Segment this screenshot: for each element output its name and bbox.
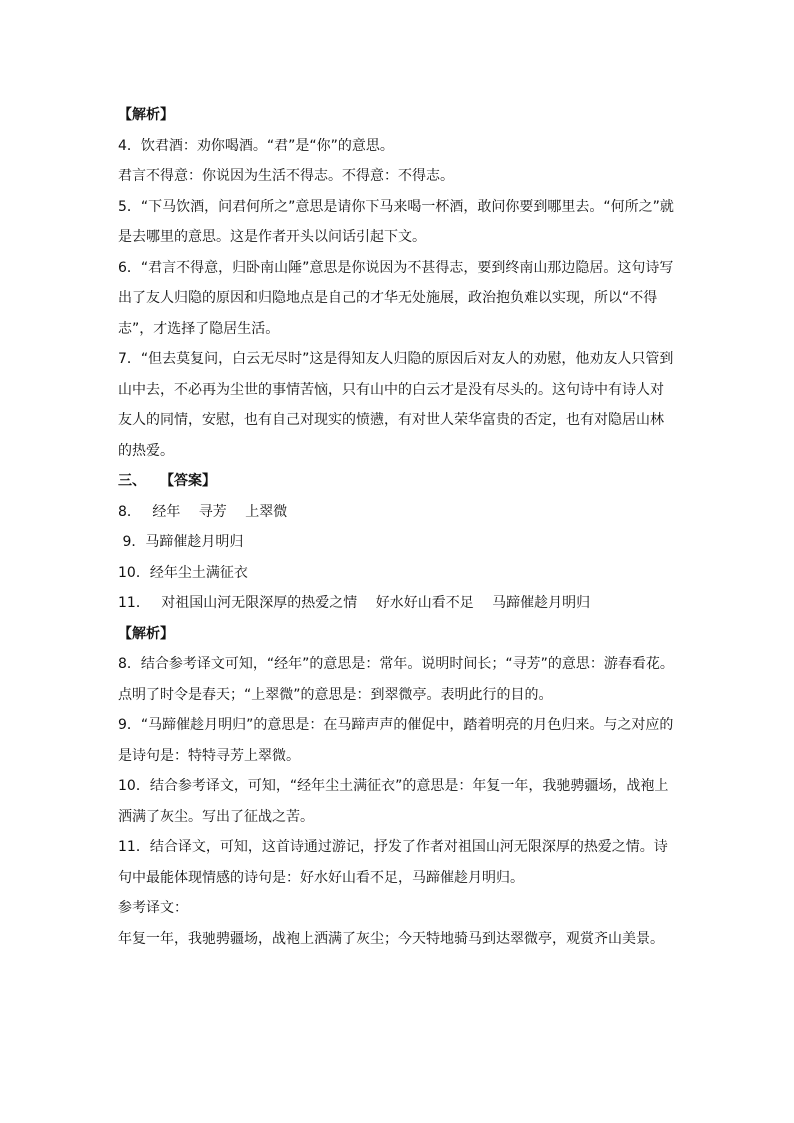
text-line: 君言不得意：你说因为生活不得志。不得意：不得志。 [118,168,454,184]
answer-line-8: 8． 经年 寻芳 上翠微 [118,503,288,520]
text-line: 4．饮君酒：劝你喝酒。“君”是“你”的意思。 [118,137,394,154]
section-heading-analysis-2: 【解析】 [118,625,174,642]
section-heading-answer: 三、 【答案】 [118,473,216,489]
text-line: 句中最能体现情感的诗句是：好水好山看不足，马蹄催趁月明归。 [118,869,524,886]
text-line: 友人的同情，安慰，也有自己对现实的愤懑，有对世人荣华富贵的否定，也有对隐居山林 [118,412,664,428]
text-line: 出了友人归隐的原因和归隐地点是自己的才华无处施展，政治抱负难以实现，所以“不得 [118,290,658,306]
text-line: 山中去，不必再为尘世的事情苦恼，只有山中的白云才是没有尽头的。这句诗中有诗人对 [118,381,664,398]
text-line: 的热爱。 [118,442,174,459]
reference-translation-label: 参考译文： [118,900,188,916]
text-line: 8．结合参考译文可知，“经年”的意思是：常年。说明时间长；“寻芳”的意思：游春看花。 [118,656,674,672]
text-line: 是诗句是：特特寻芳上翠微。 [118,747,300,764]
text-line: 志”，才选择了隐居生活。 [118,320,280,337]
text-line: 9．“马蹄催趁月明归”的意思是：在马蹄声声的催促中，踏着明亮的月色归来。与之对应的 [118,717,674,733]
text-line: 7．“但去莫复问，白云无尽时”这是得知友人归隐的原因后对友人的劝慰，他劝友人只管到 [118,351,674,367]
text-line: 是去哪里的意思。这是作者开头以问话引起下文。 [118,229,426,245]
text-line: 6．“君言不得意，归卧南山陲”意思是你说因为不甚得志，要到终南山那边隐居。这句诗写 [118,259,674,276]
document-body [118,100,678,954]
text-line: 年复一年，我驰骋疆场，战袍上洒满了灰尘；今天特地骑马到达翠微亭，观赏齐山美景。 [118,930,664,947]
answer-line-9: 9．马蹄催趁月明归 [118,534,244,550]
text-line: 11．结合译文，可知，这首诗通过游记，抒发了作者对祖国山河无限深厚的热爱之情。诗 [118,839,668,855]
section-heading-analysis: 【解析】 [118,107,174,123]
text-line: 5．“下马饮酒，问君何所之”意思是请你下马来喝一杯酒，敢问你要到哪里去。“何所之”就 [118,198,674,215]
text-line: 点明了时令是春天；“上翠微”的意思是：到翠微亭。表明此行的目的。 [118,686,553,703]
answer-line-10: 10．经年尘土满征衣 [118,564,248,581]
text-line: 洒满了灰尘。写出了征战之苦。 [118,808,314,825]
answer-line-11: 11． 对祖国山河无限深厚的热爱之情 好水好山看不足 马蹄催趁月明归 [118,595,591,611]
text-line: 10．结合参考译文，可知，“经年尘土满征衣”的意思是：年复一年，我驰骋疆场，战袍上 [118,778,669,794]
